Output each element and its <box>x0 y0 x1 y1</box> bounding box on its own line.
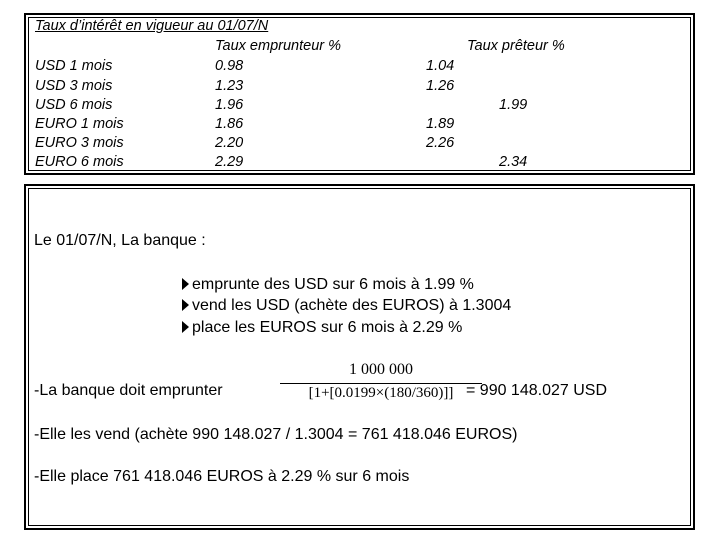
intro-text: Le 01/07/N, La banque : <box>34 232 206 249</box>
bullet-text: place les EUROS sur 6 mois à 2.29 % <box>192 319 463 336</box>
step1-label: -La banque doit emprunter <box>34 382 223 399</box>
borrower-rate: 1.86 <box>215 116 244 132</box>
arrow-bullet-icon <box>182 278 189 290</box>
borrower-rate: 1.23 <box>215 78 244 94</box>
bullet-item <box>182 275 474 295</box>
row-label: EURO 3 mois <box>35 135 124 151</box>
borrow-formula <box>278 361 484 407</box>
arrow-bullet-icon <box>182 321 189 333</box>
borrower-rate: 0.98 <box>215 58 244 74</box>
borrower-rate: 2.29 <box>215 154 244 170</box>
col-header-lender-rate: Taux prêteur % <box>467 38 565 54</box>
lender-rate: 2.26 <box>426 135 455 151</box>
formula-denominator: [1+[0.0199×(180/360)]] <box>308 385 454 401</box>
bullet-text: emprunte des USD sur 6 mois à 1.99 % <box>192 276 474 293</box>
bullet-text: vend les USD (achète des EUROS) à 1.3004 <box>192 297 512 314</box>
step1-result: = 990 148.027 USD <box>466 382 607 399</box>
explanation-panel <box>24 184 695 530</box>
step2-text: -Elle les vend (achète 990 148.027 / 1.3004 = 761 418.046 EUROS) <box>34 426 518 443</box>
row-label: USD 3 mois <box>35 78 113 94</box>
table-title: Taux d’intérêt en vigueur au 01/07/N <box>35 18 269 34</box>
lender-rate: 1.04 <box>426 58 455 74</box>
formula-numerator: 1 000 000 <box>349 361 413 378</box>
row-label: EURO 1 mois <box>35 116 124 132</box>
rate-table-panel <box>24 13 695 175</box>
borrower-rate: 2.20 <box>215 135 244 151</box>
bullet-item <box>182 296 511 316</box>
arrow-bullet-icon <box>182 299 189 311</box>
lender-rate: 1.99 <box>499 97 528 113</box>
fraction-bar <box>280 383 482 384</box>
row-label: EURO 6 mois <box>35 154 124 170</box>
col-header-borrower-rate: Taux emprunteur % <box>215 38 342 54</box>
row-label: USD 6 mois <box>35 97 113 113</box>
lender-rate: 2.34 <box>499 154 528 170</box>
lender-rate: 1.26 <box>426 78 455 94</box>
step3-text: -Elle place 761 418.046 EUROS à 2.29 % sur 6 mois <box>34 468 410 485</box>
bullet-item <box>182 318 462 338</box>
row-label: USD 1 mois <box>35 58 113 74</box>
borrower-rate: 1.96 <box>215 97 244 113</box>
lender-rate: 1.89 <box>426 116 455 132</box>
